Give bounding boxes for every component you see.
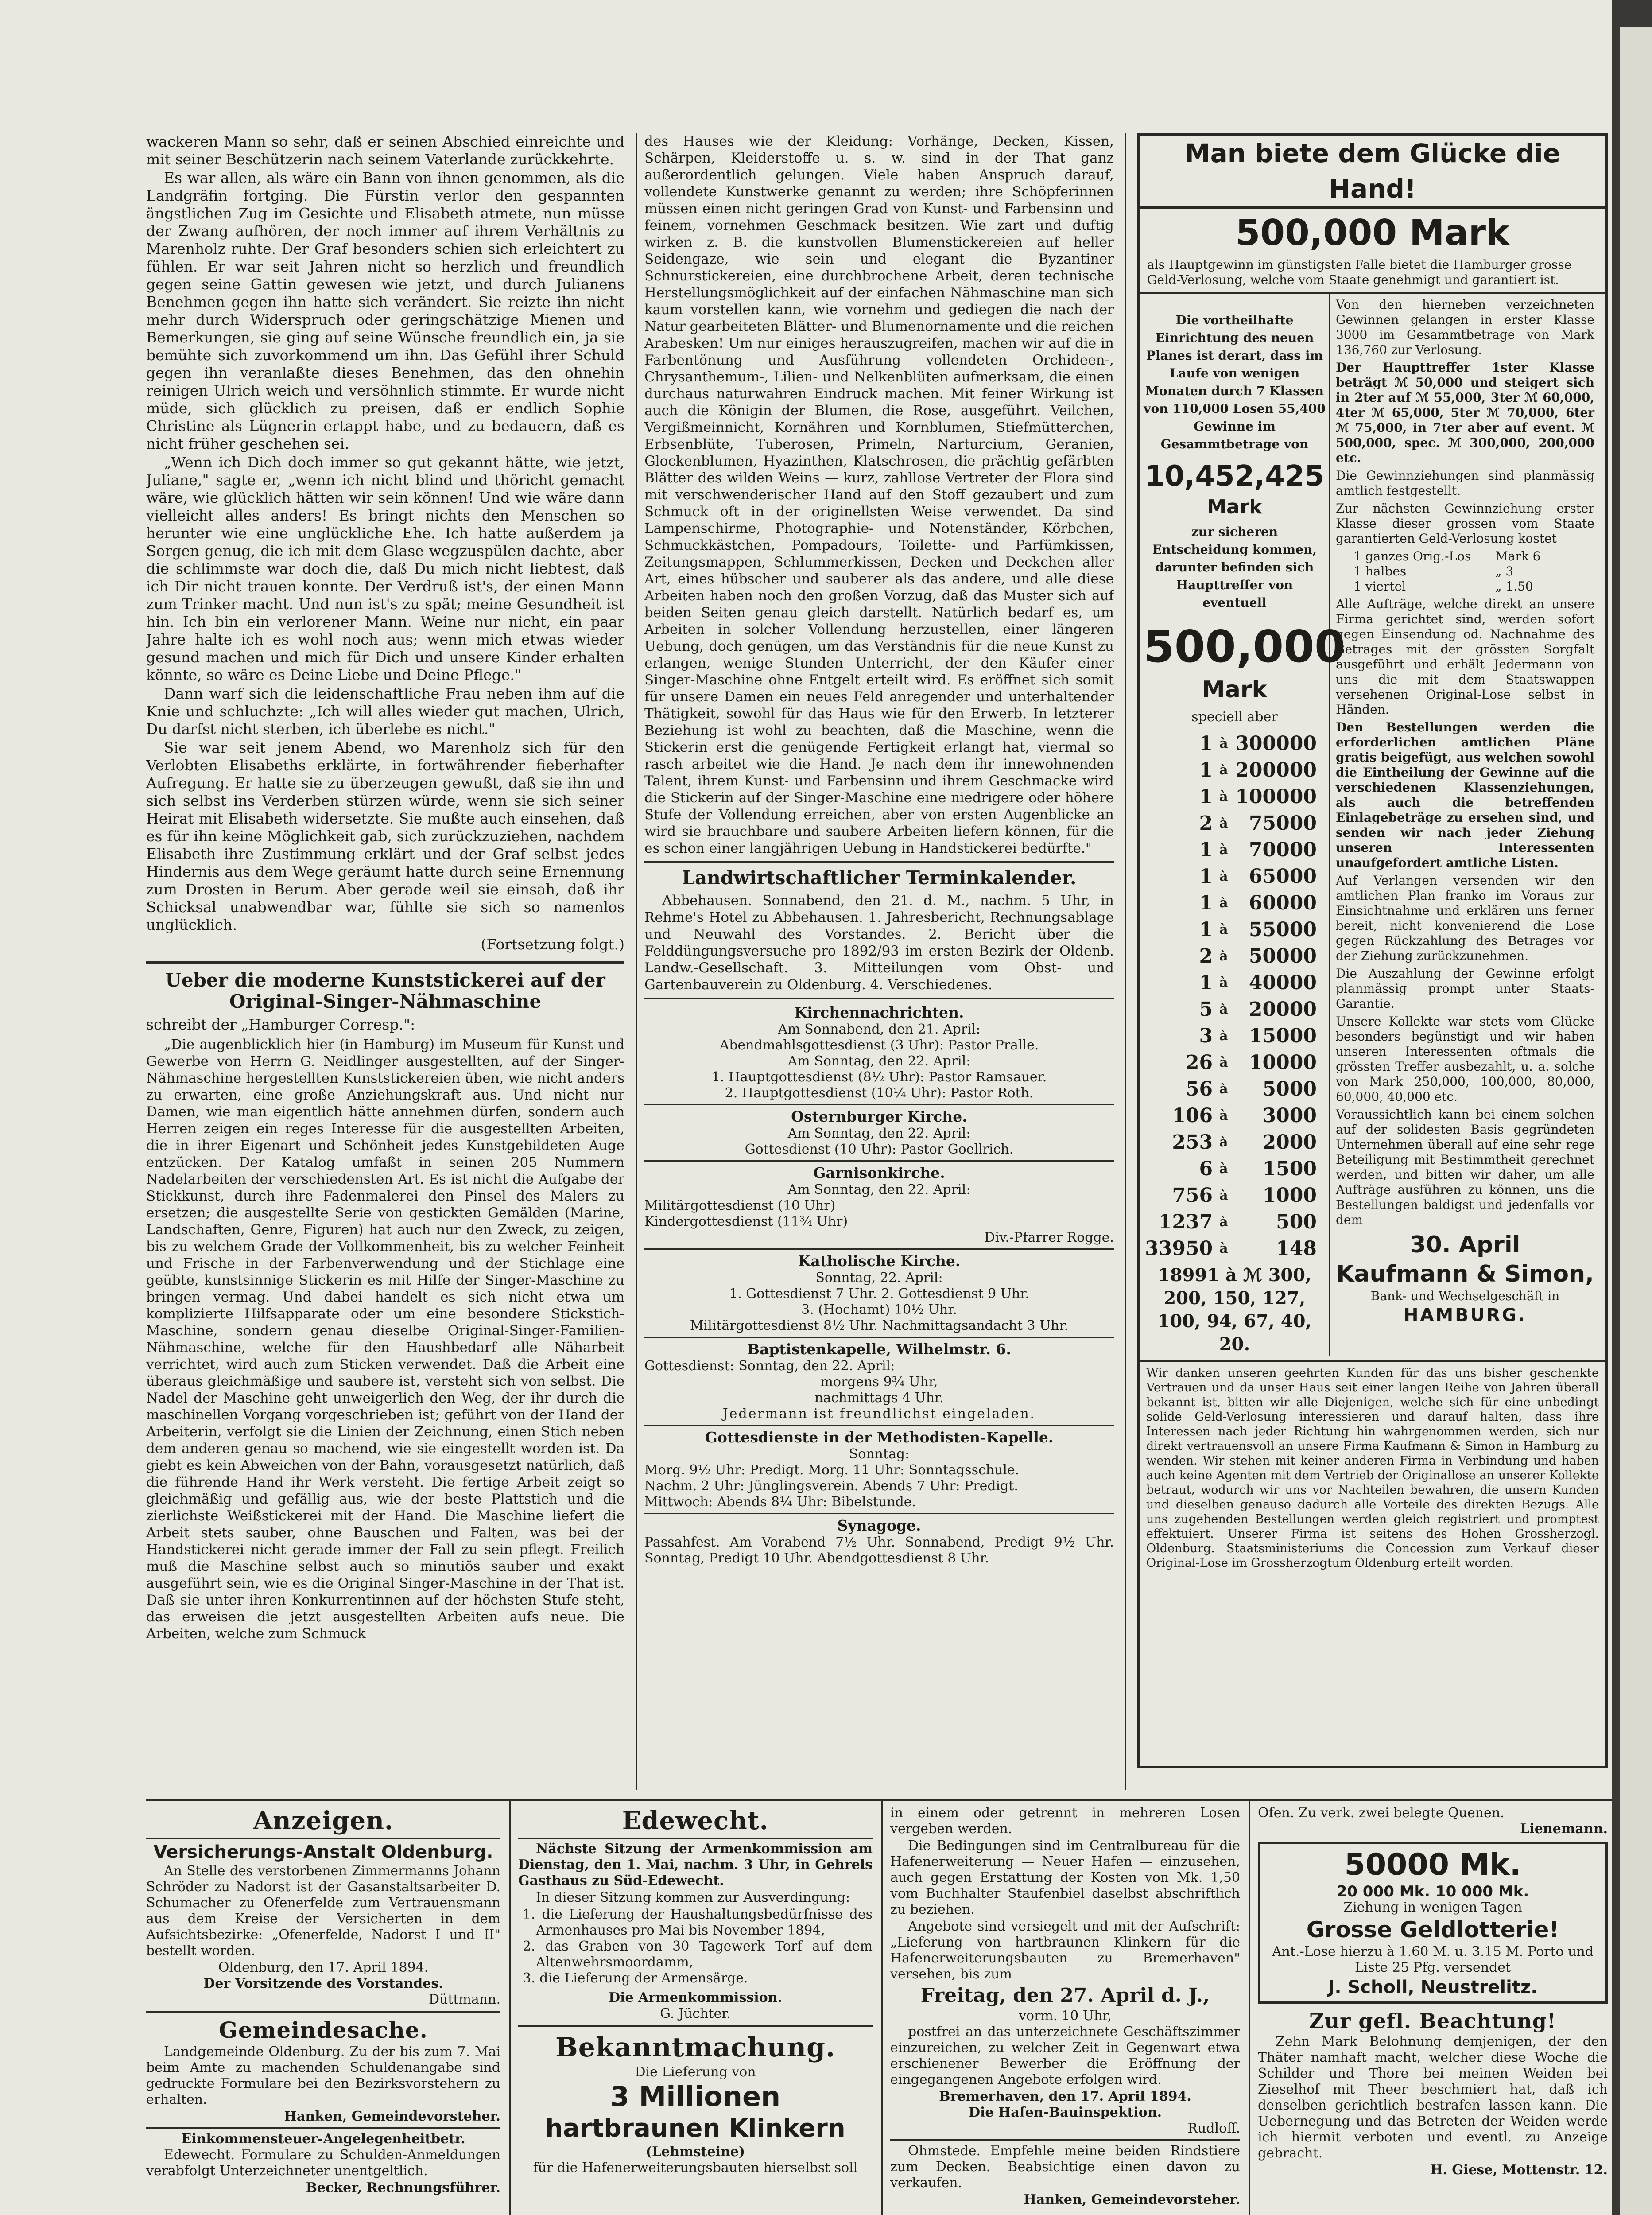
- column-1: [146, 133, 624, 1772]
- ohmstede-text: Ohmstede. Empfehle meine beiden Rindstiere zum Decken. Beabsichtige einen davon zu verkaufen.: [890, 2143, 1240, 2191]
- prize-cell: à: [1219, 1081, 1228, 1097]
- prize-cell: 300000: [1235, 732, 1317, 755]
- prize-cell: à: [1219, 948, 1228, 964]
- prize-cell: 56: [1185, 1078, 1213, 1100]
- prize-cell: 6: [1199, 1158, 1213, 1180]
- ads-column-1: [146, 1805, 500, 2215]
- prize-cell: à: [1219, 1028, 1228, 1044]
- lottery-plan-text: Die vortheilhafte Einrichtung des neuen Planes ist derart, dass im Laufe von wenigen Monaten durch 7 Klassen von 110,000 Losen 55,400 Gewinne im Gesammtbetrage von: [1144, 313, 1326, 451]
- notice-date: Freitag, den 27. April d. J.,: [920, 1984, 1210, 2007]
- edewecht-item: 1. die Lieferung der Haushaltungsbedürfnisse des Armenhauses pro Mai bis November 1894,: [523, 1907, 873, 1938]
- church-line: 1. Gottesdienst 7 Uhr. 2. Gottesdienst 9 Uhr.: [729, 1286, 1029, 1302]
- insurance-signature: Der Vorsitzende des Vorstandes.: [203, 1976, 443, 1991]
- church-heading: Gottesdienste in der Methodisten-Kapelle.: [705, 1429, 1054, 1446]
- prize-cell: à: [1219, 1214, 1228, 1230]
- article-heading: Ueber die moderne Kunststickerei auf der Original-Singer-Nähmaschine: [165, 969, 605, 1012]
- lottery-advertisement: [1137, 133, 1608, 1768]
- prize-cell: 1: [1199, 971, 1213, 994]
- column-rule: [1249, 1801, 1250, 2215]
- prize-row: [1144, 890, 1326, 917]
- lottery-right-column: [1330, 294, 1600, 1356]
- church-line: Abendmahlsgottesdienst (3 Uhr): Pastor Pralle.: [719, 1038, 1039, 1053]
- lottery-total: 10,452,425: [1145, 460, 1324, 493]
- lottery-top-prize: 500,000: [1144, 621, 1346, 672]
- church-line: Nachm. 2 Uhr: Jünglingsverein. Abends 7 Uhr: Predigt.: [644, 1478, 1018, 1494]
- ads-column-3: [890, 1805, 1240, 2215]
- prize-cell: 253: [1172, 1131, 1213, 1154]
- notice-continuation: Angebote sind versiegelt und mit der Aufschrift: „Lieferung von hartbraunen Klinkern für die Hafenerweiterungsbauten zu Bremerhaven" versehen, bis zum: [890, 1919, 1240, 1982]
- church-heading: Garnisonkirche.: [813, 1164, 945, 1181]
- ohmstede-signature: Hanken, Gemeindevorsteher.: [1024, 2192, 1240, 2207]
- church-line: Gottesdienst (10 Uhr): Pastor Goellrich.: [745, 1142, 1014, 1157]
- prize-cell: 10000: [1249, 1051, 1317, 1074]
- prize-cell: 1: [1199, 839, 1213, 861]
- church-line: Sonntag, 22. April:: [815, 1270, 943, 1286]
- notice2-text: Zehn Mark Belohnung demjenigen, der den Thäter namhaft macht, welcher diese Woche die Schilder und Thore bei meinen Weiden bei Zieselhof mit Theer beschmiert hat, daß ich denselben gerichtlich bestrafen lassen kann. Die Uebernegung und das Betreten der Weiden werde ich hiermit verboten und eventl. zu Anzeige gebracht.: [1258, 2034, 1608, 2161]
- prize-table-last: 18991 à ℳ 300, 200, 150, 127, 100, 94, 67, 40, 20.: [1157, 1265, 1312, 1355]
- church-line: Mittwoch: Abends 8¼ Uhr: Bibelstunde.: [644, 1494, 916, 1510]
- lottery-info: Auf Verlangen versenden wir den amtlichen Plan franko im Voraus zur Einsichtnahme und erklären uns ferner bereit, nicht konvenierend die Lose gegen Rückzahlung des Betrages vor der Ziehung zurückzunehmen.: [1336, 873, 1594, 963]
- lottery-top-prize-unit: Mark: [1202, 676, 1268, 703]
- prize-cell: à: [1219, 1241, 1228, 1256]
- prize-cell: à: [1219, 736, 1228, 751]
- lottery2-amount: 50000 Mk.: [1344, 1847, 1521, 1882]
- lottery-price-list: [1353, 549, 1594, 594]
- ads-heading: Anzeigen.: [253, 1806, 394, 1835]
- church-line: morgens 9¾ Uhr,: [820, 1374, 938, 1390]
- lottery-info: Voraussichtlich kann bei einem solchen auf der solidesten Basis gegründeten Unternehmen überall auf eine sehr rege Beteiligung mit Bestimmtheit gerechnet werden, und bitten wir daher, um alle Aufträge ausführen zu können, uns die Bestellungen baldigst und jedenfalls vor dem: [1336, 1107, 1594, 1227]
- prize-row: [1144, 1209, 1326, 1236]
- community-signature: Hanken, Gemeindevorsteher.: [284, 2109, 500, 2124]
- novel-paragraph: wackeren Mann so sehr, daß er seinen Abschied einreichte und mit seiner Beschützerin nach seinem Vaterlande zurückkehrte.: [146, 133, 624, 168]
- church-line: Passahfest. Am Vorabend 7½ Uhr. Sonnabend, Predigt 9½ Uhr. Sonntag, Predigt 10 Uhr. Abendgottesdienst 8 Uhr.: [644, 1535, 1114, 1566]
- column-2: [644, 133, 1114, 1790]
- church-line: Kindergottesdienst (11¾ Uhr): [644, 1214, 848, 1229]
- lottery-headline: Man biete dem Glücke die Hand!: [1140, 136, 1605, 209]
- lottery-left-column: [1140, 294, 1346, 1356]
- prize-cell: 1: [1199, 918, 1213, 941]
- section-rule: [644, 861, 1114, 863]
- prize-cell: 1: [1199, 732, 1213, 755]
- lottery2-title: Grosse Geldlotterie!: [1306, 1917, 1559, 1943]
- prize-row: [1144, 943, 1326, 970]
- prize-cell: 5000: [1262, 1078, 1317, 1100]
- prize-row: [1144, 996, 1326, 1023]
- section-rule: [146, 1799, 1612, 1801]
- prize-cell: 33950: [1145, 1237, 1213, 1260]
- prize-row: [1144, 1182, 1326, 1209]
- prize-cell: à: [1219, 975, 1228, 991]
- edewecht-item: 3. die Lieferung der Armensärge.: [523, 1970, 748, 1986]
- lottery-bottom-text: Wir danken unseren geehrten Kunden für das uns bisher geschenkte Vertrauen und da unser Haus seit einer langen Reihe von Jahren überall bekannt ist, bitten wir alle Diejenigen, welche sich für eine unbedingt solide Geld-Verlosung interessieren und darauf halten, dass ihre Interessen nach jeder Richtung hin wahrgenommen werden, sich nur direkt vertrauensvoll an unsere Firma Kaufmann & Simon in Hamburg zu wenden. Wir stehen mit keiner anderen Firma in Verbindung und haben auch keine Agenten mit dem Vertrieb der Originallose an unserer Kollekte betraut, wodurch wir uns vor Nachteilen bewahren, die unsern Kunden und dieselben genauso dadurch alle Vorteile des direkten Bezugs. Alle uns zugehenden Bestellungen werden gleich registriert und promptest effektuiert. Unserer Firma ist seitens des Hohen Grossherzogl. Oldenburg. Staatsministeriums die Concession zum Verkauf dieser Original-Lose im Grossherzogtum Oldenburg erteilt worden.: [1140, 1360, 1605, 1574]
- prize-row: [1144, 1236, 1326, 1262]
- section-rule: [644, 998, 1114, 999]
- lottery2-sub: Ziehung in wenigen Tagen: [1343, 1900, 1522, 1915]
- notice-big: 3 Millionen: [610, 2080, 781, 2113]
- ads-column-2: [518, 1805, 873, 2215]
- prize-row: [1144, 731, 1326, 757]
- church-line: Am Sonnabend, den 21. April:: [778, 1022, 981, 1037]
- prize-cell: 60000: [1249, 892, 1317, 914]
- edewecht-signature: Die Armenkommission.: [609, 1990, 782, 2005]
- prize-cell: 1: [1199, 892, 1213, 914]
- prize-cell: 50000: [1249, 945, 1317, 968]
- prize-cell: 26: [1185, 1051, 1213, 1074]
- notice-continuation: in einem oder getrennt in mehreren Losen vergeben werden.: [890, 1805, 1240, 1837]
- prize-row: [1144, 784, 1326, 810]
- prize-cell: 148: [1276, 1237, 1317, 1260]
- lottery-info: Die Gewinnziehungen sind planmässig amtlich festgestellt.: [1336, 468, 1594, 498]
- calendar-heading: Landwirtschaftlicher Terminkalender.: [682, 867, 1077, 889]
- prize-row: [1144, 1129, 1326, 1156]
- lottery-info: Den Bestellungen werden die erforderlichen amtlichen Pläne gratis beigefügt, aus welchen sowohl die Eintheilung der Gewinne auf die verschiedenen Klassenziehungen, als auch die betreffenden Einlagebeträge zu ersehen sind, und senden wir nach jeder Ziehung unseren Interessenten unaufgefordert amtliche Listen.: [1336, 720, 1594, 870]
- prize-cell: 106: [1172, 1104, 1213, 1127]
- church-line: 2. Hauptgottesdienst (10¼ Uhr): Pastor Roth.: [725, 1085, 1034, 1101]
- prize-cell: 756: [1172, 1184, 1213, 1207]
- church-line: Am Sonntag, den 22. April:: [787, 1182, 971, 1197]
- prize-cell: 20000: [1249, 998, 1317, 1021]
- prize-cell: 75000: [1249, 812, 1317, 835]
- prize-cell: 2: [1199, 812, 1213, 835]
- tax-heading: Einkommensteuer-Angelegenheitbetr.: [181, 2131, 465, 2147]
- notice-text: für die Hafenerweiterungsbauten hierselbst soll: [533, 2160, 858, 2176]
- lottery-special: speciell aber: [1191, 709, 1278, 725]
- church-line: Gottesdienst: Sonntag, den 22. April:: [644, 1358, 895, 1374]
- notice-place: Bremerhaven, den 17. April 1894.: [939, 2089, 1191, 2104]
- lottery-info: Unsere Kollekte war stets vom Glücke besonders begünstigt und wir haben unseren Interessenten oftmals die grössten Treffer ausbezahlt, u. a. solche von Mark 250,000, 100,000, 80,000, 60,000, 40,000 etc.: [1336, 1014, 1594, 1104]
- prize-cell: à: [1219, 1135, 1228, 1150]
- novel-paragraph: Dann warf sich die leidenschaftliche Frau neben ihm auf die Knie und schluchzte: „Ich will alles wieder gut machen, Ulrich, Du darfst nicht sterben, ich überlebe es nicht.": [146, 685, 624, 738]
- novel-paragraph: Es war allen, als wäre ein Bann von ihnen genommen, als die Landgräfin fortging. Die Fürstin verlor den gespannten ängstlichen Zug im Gesichte und Elisabeth atmete, nun müsse der Zwang aufhören, der noch immer auf ihrem Verhältnis zu Marenholz ruhte. Der Graf besonders schien sich erleichtert zu fühlen. Er war seit Jahren nicht so herzlich und freundlich gegen seine Gattin gewesen wie jetzt, und durch Julianens Benehmen gegen ihn hatte sich verändert. Sie reizte ihn nicht mehr durch Widerspruch oder geringschätzige Mienen und Bemerkungen, sie ging auf seine Wünsche freundlich ein, ja sie bemühte sich zuvorkommend um ihn. Das Gefühl ihrer Schuld gegen ihn veranlaßte dieses Benehmen, das den ohnehin reinigen Ulrich weich und versöhnlich stimmte. Er wurde nicht müde, sich glücklich zu preisen, daß er endlich Sophie Christine als Lügnerin ertappt habe, und zu bedauern, daß es nicht früher geschehen sei.: [146, 169, 624, 452]
- church-line: Am Sonntag, den 22. April:: [787, 1053, 971, 1069]
- church-line: nachmittags 4 Uhr.: [814, 1390, 944, 1406]
- prize-cell: 40000: [1249, 971, 1317, 994]
- lottery-info: Der Haupttreffer 1ster Klasse beträgt ℳ 50,000 und steigert sich in 2ter auf ℳ 55,000, 3ter ℳ 60,000, 4ter ℳ 65,000, 5ter ℳ 70,000, 6ter ℳ 75,000, in 7ter aber auf event. ℳ 500,000, spec. ℳ 300,000, 200,000 etc.: [1336, 360, 1594, 465]
- church-line: Jedermann ist freundlichst eingeladen.: [722, 1406, 1036, 1422]
- prize-cell: 70000: [1249, 839, 1317, 861]
- notice-time: vorm. 10 Uhr,: [1019, 2008, 1112, 2024]
- prize-cell: 3000: [1262, 1104, 1317, 1127]
- insurance-text: An Stelle des verstorbenen Zimmermanns Johann Schröder zu Nadorst ist der Gasanstaltsarbeiter D. Schumacher zu Ofenerfelde zum Vertrauensmann aus dem Kreise der Versicherten in dem Aufsichtsbezirke: „Ofenerfelde, Nadorst I und II" bestellt worden.: [146, 1863, 500, 1959]
- ofen-text: Ofen. Zu verk. zwei belegte Quenen.: [1258, 1805, 1505, 1821]
- prize-cell: à: [1219, 869, 1228, 884]
- column-rule: [509, 1801, 511, 2215]
- lottery-firm: Kaufmann & Simon,: [1336, 1261, 1594, 1287]
- prize-cell: 5: [1199, 998, 1213, 1021]
- prize-cell: 1: [1199, 865, 1213, 888]
- prize-row: [1144, 1103, 1326, 1129]
- prize-cell: 1237: [1158, 1211, 1213, 1233]
- prize-row: [1144, 863, 1326, 890]
- church-line: Am Sonntag, den 22. April:: [787, 1126, 971, 1141]
- prize-row: [1144, 1156, 1326, 1182]
- prize-cell: 2: [1199, 945, 1213, 968]
- prize-cell: 200000: [1235, 759, 1317, 781]
- notice-signature: Die Hafen-Bauinspektion.: [968, 2105, 1162, 2120]
- community-heading: Gemeindesache.: [219, 2017, 428, 2043]
- church-heading: Synagoge.: [837, 1517, 921, 1534]
- prize-row: [1144, 1076, 1326, 1103]
- notice-big: hartbraunen Klinkern: [545, 2114, 845, 2143]
- prize-cell: 1: [1199, 785, 1213, 808]
- notice-name: Rudloff.: [1187, 2121, 1240, 2136]
- prize-cell: 1500: [1262, 1158, 1317, 1180]
- prize-row: [1144, 970, 1326, 996]
- church-line: Militärgottesdienst (10 Uhr): [644, 1198, 836, 1213]
- lottery2-text: Ant.-Lose hierzu à 1.60 M. u. 3.15 M. Porto und Liste 25 Pfg. versendet: [1272, 1944, 1594, 1975]
- lottery-plan-text: zur sicheren Entscheidung kommen, darunter befinden sich Haupttreffer von eventuell: [1152, 525, 1317, 610]
- edewecht-text: Nächste Sitzung der Armenkommission am Dienstag, den 1. Mai, nachm. 3 Uhr, in Gehrels Gasthaus zu Süd-Edewecht.: [518, 1841, 873, 1889]
- church-line: Morg. 9½ Uhr: Predigt. Morg. 11 Uhr: Sonntagsschule.: [644, 1462, 1020, 1478]
- church-heading: Katholische Kirche.: [798, 1252, 961, 1270]
- community-text: Landgemeinde Oldenburg. Zu der bis zum 7. Mai beim Amte zu machenden Schuldenangabe sind gedruckte Formulare bei den Bezirksvorstehern zu erhalten.: [146, 2044, 500, 2107]
- ofen-name: Lienemann.: [1520, 1821, 1608, 1837]
- prize-cell: à: [1219, 922, 1228, 937]
- lottery2-line: 20 000 Mk. 10 000 Mk.: [1336, 1883, 1529, 1900]
- lottery-intro: als Hauptgewinn im günstigsten Falle bietet die Hamburger grosse Geld-Verlosung, welche vom Staate genehmigt und garantiert ist.: [1140, 257, 1605, 294]
- adjacent-page-edge: [1620, 27, 1652, 2215]
- lottery-info: Von den hierneben verzeichneten Gewinnen gelangen in erster Klasse 3000 im Gesammtbetrage von Mark 136,760 zur Verlosung.: [1336, 297, 1594, 357]
- notice2-signature: H. Giese, Mottenstr. 12.: [1430, 2162, 1608, 2178]
- continuation-note: (Fortsetzung folgt.): [481, 936, 624, 953]
- prize-row: [1144, 837, 1326, 863]
- column-rule: [1125, 133, 1126, 1790]
- price-row: 1 viertel „ 1.50: [1353, 579, 1533, 594]
- section-rule: [146, 961, 624, 964]
- lottery-city: HAMBURG.: [1403, 1305, 1527, 1325]
- prize-cell: 500: [1276, 1211, 1317, 1233]
- church-line: 1. Hauptgottesdienst (8½ Uhr): Pastor Ramsauer.: [711, 1069, 1047, 1085]
- prize-row: [1144, 1049, 1326, 1076]
- edewecht-item: 2. das Graben von 30 Tagewerk Torf auf dem Altenwehrsmoordamm,: [523, 1939, 873, 1970]
- lottery-info: Die Auszahlung der Gewinne erfolgt planmässig prompt unter Staats-Garantie.: [1336, 966, 1594, 1011]
- church-line: Sonntag:: [849, 1446, 910, 1462]
- article-paragraph: „Die augenblicklich hier (in Hamburg) im Museum für Kunst und Gewerbe von Herrn G. Neidlinger ausgestellten, auf der Singer-Nähmaschine hergestellten Kunststickereien üben, wie nicht anders zu erwarten, eine große Anziehungskraft aus. Und nicht nur Damen, wie man eigentlich hätte annehmen dürfen, sondern auch Herren zeigen ein reges Interesse für die ausgestellten Arbeiten, die in ihrer Eigenart und Schönheit jedes Kunstgebildeten Auge entzücken. Der Katalog umfaßt in seinen 205 Nummern Nadelarbeiten der verschiedensten Art. Es ist nicht die Aufgabe der Stickkunst, durch ihre Fadenmalerei den Pinsel des Malers zu ersetzen; die ausgestellte Serie von gestickten Gemälden (Marine, Landschaften, Genre, Figuren) hat auch nur den Zweck, zu zeigen, bis zu welchem Grade der Vollkommenheit, bis zu welcher Feinheit und Frische in der Farbenverwendung und der Stichlage eine geübte, kunstsinnige Stickerin es mit Hilfe der Singer-Maschine zu bringen vermag. Und dabei handelt es sich nicht etwa um komplizierte Hilfsapparate oder um eine besondere Stickstich-Maschine, sondern genau dieselbe Original-Singer-Familien-Nähmaschine, welche für den Haushbedarf alle Näharbeit verrichtet, wird auch zum Sticken verwendet. Daß die Arbeit eine überaus gleichmäßige und saubere ist, versteht sich von selbst. Die Nadel der Maschine geht unweigerlich den Weg, der ihr durch die maschinellen Vorgang vorgeschrieben ist; geführt von der Hand der Arbeiterin, verfolgt sie die Linien der Zeichnung, einen Stich neben dem anderen genau so machend, wie sie eingestellt worden ist. Da giebt es kein Abweichen von der Bahn, vorausgesetzt natürlich, daß die führende Hand ihr Werk versteht. Die fertige Arbeit zeigt so gleichmäßig und gefällig aus, wie der beste Plattstich und die zierlichste Weißstickerei mit der Hand. Die Maschine liefert die Arbeit stets sauber, ohne Bauschen und Falten, was bei der Handstickerei nicht gerade immer der Fall zu sein pflegt. Freilich muß die Maschine selbst auch so minutiös sauber und exakt ausgeführt sein, wie es die Original Singer-Maschine in der That ist. Daß sie unter ihren Konkurrentinnen auf der höchsten Stufe steht, das erweisen die jetzt ausgestellten Arbeiten aufs neue. Die Arbeiten, welche zum Schmuck: [146, 1037, 624, 1642]
- novel-paragraph: „Wenn ich Dich doch immer so gut gekannt hätte, wie jetzt, Juliane," sagte er, „wenn ich nicht blind und thöricht gemacht wäre, wie glücklich hätten wir sein können! Und wie wäre dann vielleicht alles anders! Es bringt nichts den Menschen so herunter wie eine unglückliche Ehe. Ich hatte außerdem ja Sorgen genug, die ich mit dem Glase wegzuspülen dachte, aber die schlimmste war doch die, daß Du mich nicht liebtest, daß ich Dir nicht trauen konnte. Der Verdruß ist's, der einen Mann zum Trinker macht. Und nun ist's zu spät; meine Gesundheit ist hin. Ich bin ein verlorener Mann. Weine nur nicht, ein paar Jahre halte ich es wohl noch aus; wenn mich etwas wieder gesund machen und mich für Dich und unsere Kinder erhalten könnte, so wäre es Deine Liebe und Deine Pflege.": [146, 454, 624, 684]
- notice-sub: (Lehmsteine): [645, 2144, 745, 2160]
- lottery-firm-sub: Bank- und Wechselgeschäft in: [1370, 1289, 1560, 1303]
- ads-column-4: [1258, 1805, 1608, 2215]
- insurance-date: Oldenburg, den 17. April 1894.: [218, 1960, 429, 1975]
- church-line: Militärgottesdienst 8½ Uhr. Nachmittagsandacht 3 Uhr.: [690, 1318, 1069, 1333]
- column-rule: [881, 1801, 883, 2215]
- prize-row: [1144, 1023, 1326, 1049]
- prize-cell: à: [1219, 1002, 1228, 1017]
- insurance-name: Düttmann.: [429, 1992, 500, 2007]
- prize-cell: 55000: [1249, 918, 1317, 941]
- prize-row: [1144, 810, 1326, 837]
- insurance-title: Versicherungs-Anstalt Oldenburg.: [153, 1842, 493, 1862]
- prize-cell: 15000: [1249, 1025, 1317, 1047]
- notice-continuation: Die Bedingungen sind im Centralbureau für die Hafenerweiterung — Neuer Hafen — einzusehen, auch gegen Erstattung der Kosten von Mk. 1,50 vom Buchhalter Staufenbiel daselbst abschriftlich zu beziehen.: [890, 1838, 1240, 1917]
- notice-heading: Bekanntmachung.: [555, 2032, 835, 2063]
- church-line: Div.-Pfarrer Rogge.: [984, 1230, 1114, 1245]
- lottery-deadline: 30. April: [1410, 1232, 1520, 1258]
- article-byline: schreibt der „Hamburger Corresp.":: [146, 1016, 415, 1033]
- edewecht-heading: Edewecht.: [622, 1806, 769, 1835]
- lottery2-firm: J. Scholl, Neustrelitz.: [1328, 1977, 1538, 1997]
- calendar-text: Abbehausen. Sonnabend, den 21. d. M., nachm. 5 Uhr, in Rehme's Hotel zu Abbehausen. 1. Jahresbericht, Rechnungsablage und Neuwahl des Vorstandes. 2. Bericht über die Felddüngungsversuche pro 1892/93 im ersten Bezirk der Oldenb. Landw.-Gesellschaft. 3. Mitteilungen vom Obst- und Gartenbauverein zu Oldenburg. 4. Verschiedenes.: [644, 893, 1114, 993]
- prize-row: [1144, 757, 1326, 784]
- church-heading: Baptistenkapelle, Wilhelmstr. 6.: [747, 1341, 1011, 1358]
- prize-cell: 3: [1199, 1025, 1213, 1047]
- church-heading: Kirchennachrichten.: [794, 1004, 964, 1021]
- prize-cell: à: [1219, 762, 1228, 778]
- edewecht-name: G. Jüchter.: [660, 2006, 731, 2021]
- prize-cell: à: [1219, 1108, 1228, 1123]
- prize-row: [1144, 917, 1326, 943]
- prize-cell: 100000: [1235, 785, 1317, 808]
- article-continuation: des Hauses wie der Kleidung: Vorhänge, Decken, Kissen, Schärpen, Kleiderstoffe u. s. w. sind in der That ganz außerordentlich gelungen. Viele haben Anspruch darauf, vollendete Kunstwerke genannt zu werden; ihre Schöpferinnen müssen einen nicht geringen Grad von Kunst- und Farbensinn und feinem, vornehmen Geschmack besitzen. Wie zart und duftig wirken z. B. die kunstvollen Blumenstickereien auf heller Seidengaze, wie sein und elegant die Byzantiner Schnurstickereien, eine durchbrochene Arbeit, deren technische Herstellungsmöglichkeit auf der einfachen Nähmaschine man sich kaum vorstellen kann, wie vornehm und gediegen die nach der Natur gearbeiteten Blätter- und Blumenornamente und die reichen Arabesken! Um nur einiges herauszugreifen, machen wir auf die in Farbentönung und Ausführung vollendeten Orchideen-, Chrysanthemum-, Lilien- und Nelkenblüten aufmerksam, die einen durchaus naturwahren Eindruck machen. Mit feiner Wirkung ist auch die Königin der Blumen, die Rose, ausgeführt. Veilchen, Vergißmeinnicht, Kornähren und Kornblumen, Stiefmütterchen, Erbsenblüte, Tuberosen, Primeln, Narturcium, Geranien, Glockenblumen, Hyazinthen, Klatschrosen, die prächtig gefärbten Blätter des wilden Weins — kurz, zahllose Vertreter der Flora sind mit verschwenderischer Hand auf den Stoff gezaubert und zum Schmuck oft in der originellsten Weise verwendet. Da sind Lampenschirme, Photographie- und Notenständer, Körbchen, Schmuckkästchen, Pompadours, Toilette- und Parfümkissen, Zeitungsmappen, Schlummerkissen, Decken und Deckchen aller Art, eines hübscher und sauberer als das andere, und alle diese Arbeiten haben noch den großen Vorzug, daß das Muster sich auf beiden Seiten genau gleich darstellt. Natürlich bedarf es, um Arbeiten in solcher Vollendung herzustellen, einer längeren Uebung, doch genügen, um das Verständnis für die neue Kunst zu erlangen, wenige Stunden Unterricht, der den Käufer einer Singer-Maschine ohne Entgelt erteilt wird. Es eröffnet sich somit für unsere Damen ein neues Feld anregender und unterhaltender Thätigkeit, sowohl für das Haus wie für den Erwerb. In letzterer Beziehung ist wohl zu beachten, daß die Maschine, wenn die Stickerin erst die genügende Fertigkeit erlangt hat, viermal so rasch arbeitet wie die Hand. Je nach dem ihr innewohnenden Talent, ihrem Kunst- und Farbensinn und ihrem Geschmacke wird die Stickerin auf der Singer-Maschine eine niedrigere oder höhere Stufe der Vollendung erreichen, aber von ersten Augenblicke an wird sie brauchbare und saubere Arbeiten liefern können, für die es schon einer langjährigen Uebung in Handstickerei bedürfte.": [644, 133, 1114, 856]
- lottery-info: Zur nächsten Gewinnziehung erster Klasse dieser grossen vom Staate garantierten Geld-Verlosung kostet: [1336, 501, 1594, 546]
- prize-cell: à: [1219, 1188, 1228, 1203]
- prize-cell: à: [1219, 842, 1228, 858]
- tax-signature: Becker, Rechnungsführer.: [306, 2180, 500, 2196]
- prize-table: [1144, 731, 1326, 1262]
- prize-cell: à: [1219, 789, 1228, 804]
- prize-cell: 2000: [1262, 1131, 1317, 1154]
- notice-text: Die Lieferung von: [635, 2064, 756, 2080]
- prize-cell: à: [1219, 1161, 1228, 1177]
- prize-cell: à: [1219, 1055, 1228, 1070]
- notice2-heading: Zur gefl. Beachtung!: [1309, 2009, 1556, 2033]
- prize-cell: à: [1219, 895, 1228, 911]
- lottery-amount: 500,000 Mark: [1235, 212, 1510, 253]
- price-row: 1 ganzes Orig.-Los Mark 6: [1353, 549, 1541, 563]
- novel-paragraph: Sie war seit jenem Abend, wo Marenholz sich für den Verlobten Elisabeths erklärte, in fortwährender fieberhafter Aufregung. Er hatte sie zu überzeugen gewußt, daß sie ihn und sich selbst ins Verderben stürzen würde, wenn sie sich seiner Heirat mit Elisabeth widersetzte. Sie mußte auch einsehen, daß es für ihn keine Möglichkeit gab, sich zurückzuziehen, nachdem Elisabeth ihre Zustimmung erklärt und der Graf selbst jedes Hindernis aus dem Wege geräumt hatte durch seine Ernennung zum Drosten in Berum. Aber gerade weil sie einsah, daß ihr Schicksal unabwendbar war, fühlte sie sich so namenlos unglücklich.: [146, 739, 624, 933]
- column-rule: [636, 133, 637, 1790]
- church-heading: Osternburger Kirche.: [791, 1108, 967, 1125]
- church-line: 3. (Hochamt) 10½ Uhr.: [801, 1302, 957, 1317]
- price-row: 1 halbes „ 3: [1353, 564, 1514, 579]
- notice-continuation: postfrei an das unterzeichnete Geschäftszimmer einzureichen, zu welcher Zeit in Gegenwart etwa erschienener Bewerber die Eröffnung der eingegangenen Angebote erfolgen wird.: [890, 2024, 1240, 2087]
- edewecht-sub: In dieser Sitzung kommen zur Ausverdingung:: [536, 1890, 850, 1905]
- prize-cell: à: [1219, 816, 1228, 831]
- prize-cell: 1: [1199, 759, 1213, 781]
- prize-cell: 65000: [1249, 865, 1317, 888]
- tax-text: Edewecht. Formulare zu Schulden-Anmeldungen verabfolgt Unterzeichneter unentgeltlich.: [146, 2147, 500, 2179]
- lottery-total-unit: Mark: [1207, 496, 1262, 518]
- lottery-info: Alle Aufträge, welche direkt an unsere Firma gerichtet sind, werden sofort gegen Einsendung od. Nachnahme des Betrages mit der grössten Sorgfalt ausgeführt und erhält Jedermann von uns die mit dem Staatswappen versehenen Original-Lose selbst in Händen.: [1336, 597, 1594, 717]
- prize-cell: 1000: [1262, 1184, 1317, 1207]
